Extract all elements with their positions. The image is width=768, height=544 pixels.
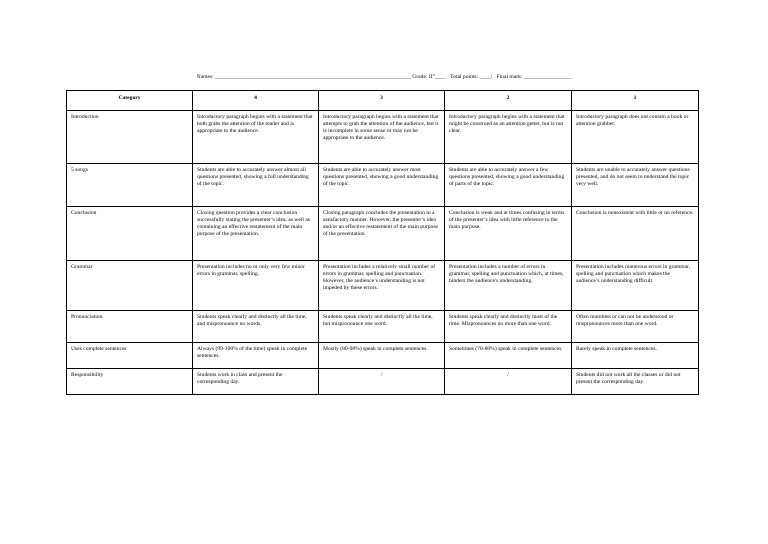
score-4-cell: Students are able to accurately answer almost all questions presented, showing a full understanding of the topic.	[193, 164, 319, 207]
category-cell: Uses complete sentences	[67, 343, 193, 369]
score-1-cell: Introductory paragraph does not contain a hook or attention grabber.	[572, 111, 699, 164]
table-row	[67, 111, 699, 164]
table-row	[67, 164, 699, 207]
category-cell: Introduction	[67, 111, 193, 164]
score-2-cell: /	[445, 369, 572, 395]
score-1-cell: Presentation includes numerous errors in grammar, spelling and punctuation which makes the audience’s understanding difficult.	[572, 261, 699, 311]
table-row	[67, 261, 699, 311]
column-header-1: 1	[572, 91, 699, 111]
score-4-cell: Students speak clearly and distinctly all the time, and mispronounce no words.	[193, 311, 319, 343]
header-row	[67, 91, 699, 111]
column-header-category: Category	[67, 91, 193, 111]
column-header-4: 4	[193, 91, 319, 111]
rubric-table	[66, 90, 699, 395]
category-cell: Pronunciation	[67, 311, 193, 343]
score-1-cell: Often mumbles or can not be understood or mispronounces more than one word.	[572, 311, 699, 343]
table-row	[67, 369, 699, 395]
table-row	[67, 207, 699, 261]
score-3-cell: Closing paragraph concludes the presentation in a satisfactory manner. However, the presenter’s idea and/or an effective restatement of the main purpose of the presentation	[319, 207, 445, 261]
score-3-cell: Introductory paragraph begins with a statement that attempts to grab the attention of the audience, but it is incomplete in some sense or may not be appropriate to the audience.	[319, 111, 445, 164]
score-2-cell: Sometimes (70-80%) speak in complete sentences.	[445, 343, 572, 369]
score-3-cell: Students speak clearly and distinctly all the time, but mispronounce one word.	[319, 311, 445, 343]
table-row	[67, 311, 699, 343]
header-fields-line: Names: ______________________________________________________________________ Grade: II°____ Total points: ____/ Final mark: _________________	[196, 74, 572, 80]
category-cell: 5 songs	[67, 164, 193, 207]
score-2-cell: Presentation includes a number of errors in grammar, spelling and punctuation which, at times, hinders the audience's understanding.	[445, 261, 572, 311]
column-header-2: 2	[445, 91, 572, 111]
score-4-cell: Presentation includes no or only very few minor errors in grammar, spelling.	[193, 261, 319, 311]
category-cell: Responsibility	[67, 369, 193, 395]
column-header-3: 3	[319, 91, 445, 111]
score-1-cell: Students are unable to accurately answer questions presented, and do not seem to understand the topic very well.	[572, 164, 699, 207]
score-4-cell: Introductory paragraph begins with a statement that both grabs the attention of the reader and is appropriate to the audience.	[193, 111, 319, 164]
table-row	[67, 343, 699, 369]
score-4-cell: Students work in class and present the corresponding day.	[193, 369, 319, 395]
score-2-cell: Introductory paragraph begins with a statement that might be construed as an attention getter, but is not clear.	[445, 111, 572, 164]
score-3-cell: Presentation includes a relatively small number of errors in grammar, spelling and punctuation. However, the audience’s understanding is not impeded by these errors.	[319, 261, 445, 311]
score-2-cell: Conclusion is weak and at times confusing in terms of the presenter’s idea with little reference to the main purpose.	[445, 207, 572, 261]
category-cell: Grammar	[67, 261, 193, 311]
score-2-cell: Students are able to accurately answer a few questions presented, showing a good understanding of parts of the topic.	[445, 164, 572, 207]
score-2-cell: Students speak clearly and distinctly most of the time. Mispronounces no more than one word.	[445, 311, 572, 343]
score-1-cell: Students did not work all the classes or did not present the corresponding day.	[572, 369, 699, 395]
score-1-cell: Conclusion is nonexistent with little or no reference.	[572, 207, 699, 261]
score-4-cell: Always (99-100% of the time) speak in complete sentences.	[193, 343, 319, 369]
score-1-cell: Rarely speak in complete sentences.	[572, 343, 699, 369]
score-3-cell: Mostly (80-98%) speak in complete sentences.	[319, 343, 445, 369]
score-3-cell: /	[319, 369, 445, 395]
score-4-cell: Closing question provides a clear conclusion successfully stating the presenter’s idea, as well as containing an effective restatement of the main purpose of the presentation.	[193, 207, 319, 261]
score-3-cell: Students are able to accurately answer most questions presented, showing a good understanding of the topic.	[319, 164, 445, 207]
category-cell: Conclusion	[67, 207, 193, 261]
